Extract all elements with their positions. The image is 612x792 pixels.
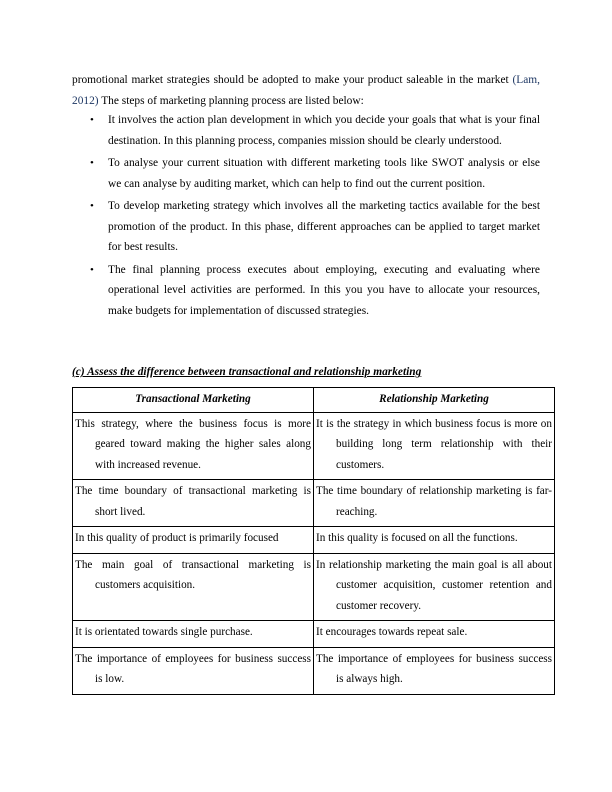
list-item <box>90 260 540 322</box>
table-cell-transactional: The importance of employees for business success is low. <box>73 647 314 694</box>
list-item-text: To analyse your current situation with different marketing tools like SWOT analysis or else we can analyse by auditing market, which can help to find out the current position. <box>108 157 540 190</box>
table-cell-transactional: It is orientated towards single purchase. <box>73 621 314 648</box>
bullet-icon: • <box>90 200 94 212</box>
citation-link[interactable]: (Lam, 2012) <box>72 74 540 107</box>
table-row <box>73 621 555 648</box>
list-item-text: To develop marketing strategy which involves all the marketing tactics available for the best promotion of the product. In this phase, different approaches can be applied to target market for best results. <box>108 200 540 253</box>
table-cell-transactional: In this quality of product is primarily focused <box>73 527 314 554</box>
list-item <box>90 196 540 258</box>
bullet-icon: • <box>90 114 94 126</box>
table-cell-transactional: This strategy, where the business focus is more geared toward making the higher sales along with increased revenue. <box>73 412 314 480</box>
planning-steps-list <box>90 110 540 323</box>
table-cell-relationship: It is the strategy in which business focus is more on building long term relationship with their customers. <box>314 412 555 480</box>
table-cell-relationship: The time boundary of relationship marketing is far-reaching. <box>314 480 555 527</box>
list-item-text: The final planning process executes about employing, executing and evaluating where operational level activities are performed. In this you you have to allocate your resources, make budgets for implementation of discussed strategies. <box>108 263 540 317</box>
comparison-table <box>72 387 555 695</box>
table-cell-transactional: The time boundary of transactional marketing is short lived. <box>73 480 314 527</box>
bullet-icon: • <box>90 263 94 276</box>
header-relationship: Relationship Marketing <box>314 388 555 413</box>
intro-text: promotional market strategies should be adopted to make your product saleable in the market <box>72 74 513 86</box>
list-item <box>90 153 540 194</box>
section-heading: (c) Assess the difference between transactional and relationship marketing <box>72 366 422 378</box>
table-cell-relationship: It encourages towards repeat sale. <box>314 621 555 648</box>
intro-paragraph <box>72 70 540 111</box>
table-row <box>73 412 555 480</box>
table-row <box>73 647 555 694</box>
table-header-row <box>73 388 555 413</box>
list-item <box>90 110 540 151</box>
header-transactional: Transactional Marketing <box>73 388 314 413</box>
list-item-text: It involves the action plan development in which you decide your goals that what is your final destination. In this planning process, companies mission should be clearly understood. <box>108 114 540 147</box>
table-row <box>73 553 555 621</box>
table-row <box>73 527 555 554</box>
intro-text-after: The steps of marketing planning process are listed below: <box>98 94 364 107</box>
table-row <box>73 480 555 527</box>
table-cell-relationship: The importance of employees for business success is always high. <box>314 647 555 694</box>
table-cell-relationship: In this quality is focused on all the functions. <box>314 527 555 554</box>
bullet-icon: • <box>90 157 94 169</box>
table-cell-relationship: In relationship marketing the main goal is all about customer acquisition, customer retention and customer recovery. <box>314 553 555 621</box>
table-cell-transactional: The main goal of transactional marketing is customers acquisition. <box>73 553 314 621</box>
